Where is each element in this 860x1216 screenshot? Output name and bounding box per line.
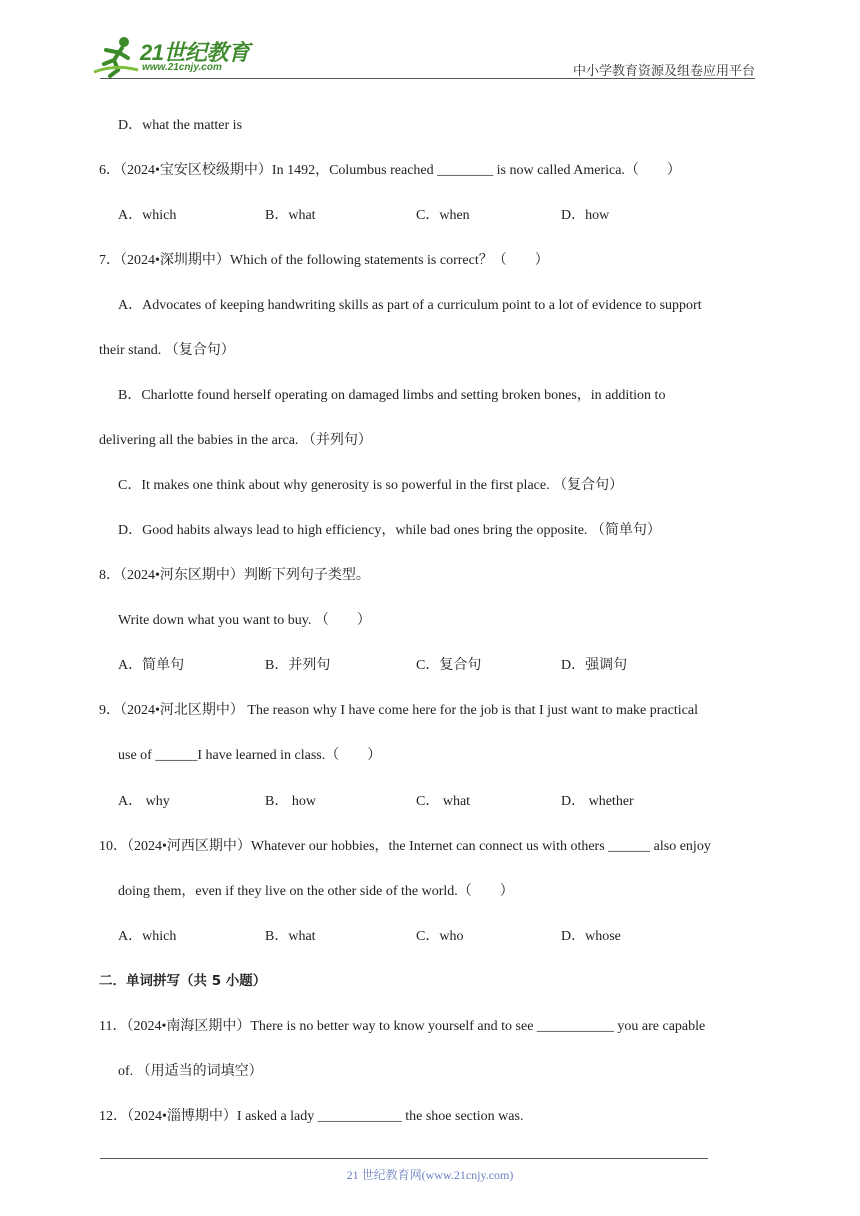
q6-stem: 6．（2024•宝安区校级期中）In 1492，Columbus reached ________ is now called America.（ ）	[99, 163, 681, 178]
runner-icon	[92, 34, 140, 78]
q7-option-d: D．Good habits always lead to high efficiency，while bad ones bring the opposite. （简单句）	[118, 523, 661, 538]
header-divider	[100, 78, 755, 79]
q9-option-c: C． what	[416, 794, 471, 809]
q5-option-d: D．what the matter is	[118, 118, 243, 133]
q9-stem-line2: use of ______I have learned in class.（ ）	[118, 748, 382, 763]
q6-option-b: B．what	[265, 208, 316, 223]
q9-option-a: A． why	[118, 794, 170, 809]
q10-option-a: A．which	[118, 929, 177, 944]
q11-stem-line2: of. （用适当的词填空）	[118, 1064, 263, 1079]
q11-stem-line1: 11．（2024•南海区期中）There is no better way to know yourself and to see ___________ you are capable	[99, 1019, 706, 1034]
q9-stem-line1: 9．（2024•河北区期中） The reason why I have come here for the job is that I just want to make practical	[99, 703, 698, 718]
q9-option-b: B． how	[265, 794, 316, 809]
footer-divider	[100, 1158, 708, 1159]
q8-sentence: Write down what you want to buy. （ ）	[118, 613, 371, 628]
q7-option-a-line2: their stand. （复合句）	[99, 343, 235, 358]
logo-text: 21世纪教育	[140, 40, 250, 65]
q8-option-c: C．复合句	[416, 658, 482, 673]
section-heading: 二．单词拼写（共 5 小题）	[99, 973, 267, 989]
q6-option-c: C．when	[416, 208, 470, 223]
q7-option-c: C．It makes one think about why generosity is so powerful in the first place. （复合句）	[118, 478, 624, 493]
platform-title: 中小学教育资源及组卷应用平台	[572, 64, 755, 79]
q10-option-b: B．what	[265, 929, 316, 944]
q10-option-d: D．whose	[561, 929, 621, 944]
q7-option-b-line2: delivering all the babies in the arca. （并列句）	[99, 433, 372, 448]
footer-link[interactable]: 21 世纪教育网(www.21cnjy.com)	[346, 1168, 514, 1182]
q12-stem: 12．（2024•淄博期中）I asked a lady ____________ the shoe section was.	[99, 1109, 524, 1124]
logo-url: www.21cnjy.com	[142, 62, 222, 73]
q8-option-b: B．并列句	[265, 658, 331, 673]
q10-option-c: C．who	[416, 929, 464, 944]
q10-stem-line2: doing them，even if they live on the other side of the world.（ ）	[118, 884, 514, 899]
q7-stem: 7．（2024•深圳期中）Which of the following statements is correct？（ ）	[99, 253, 549, 268]
q9-option-d: D． whether	[561, 794, 634, 809]
site-logo	[92, 34, 262, 78]
q7-option-a-line1: A．Advocates of keeping handwriting skills as part of a curriculum point to a lot of evidence to support	[118, 298, 702, 313]
q10-stem-line1: 10．（2024•河西区期中）Whatever our hobbies，the Internet can connect us with others ______ also enjoy	[99, 839, 711, 854]
q8-stem: 8．（2024•河东区期中）判断下列句子类型。	[99, 568, 370, 583]
q8-option-d: D．强调句	[561, 658, 628, 673]
q6-option-a: A．which	[118, 208, 177, 223]
q6-option-d: D．how	[561, 208, 610, 223]
q8-option-a: A．简单句	[118, 658, 185, 673]
q7-option-b-line1: B．Charlotte found herself operating on damaged limbs and setting broken bones，in addition to	[118, 388, 666, 403]
